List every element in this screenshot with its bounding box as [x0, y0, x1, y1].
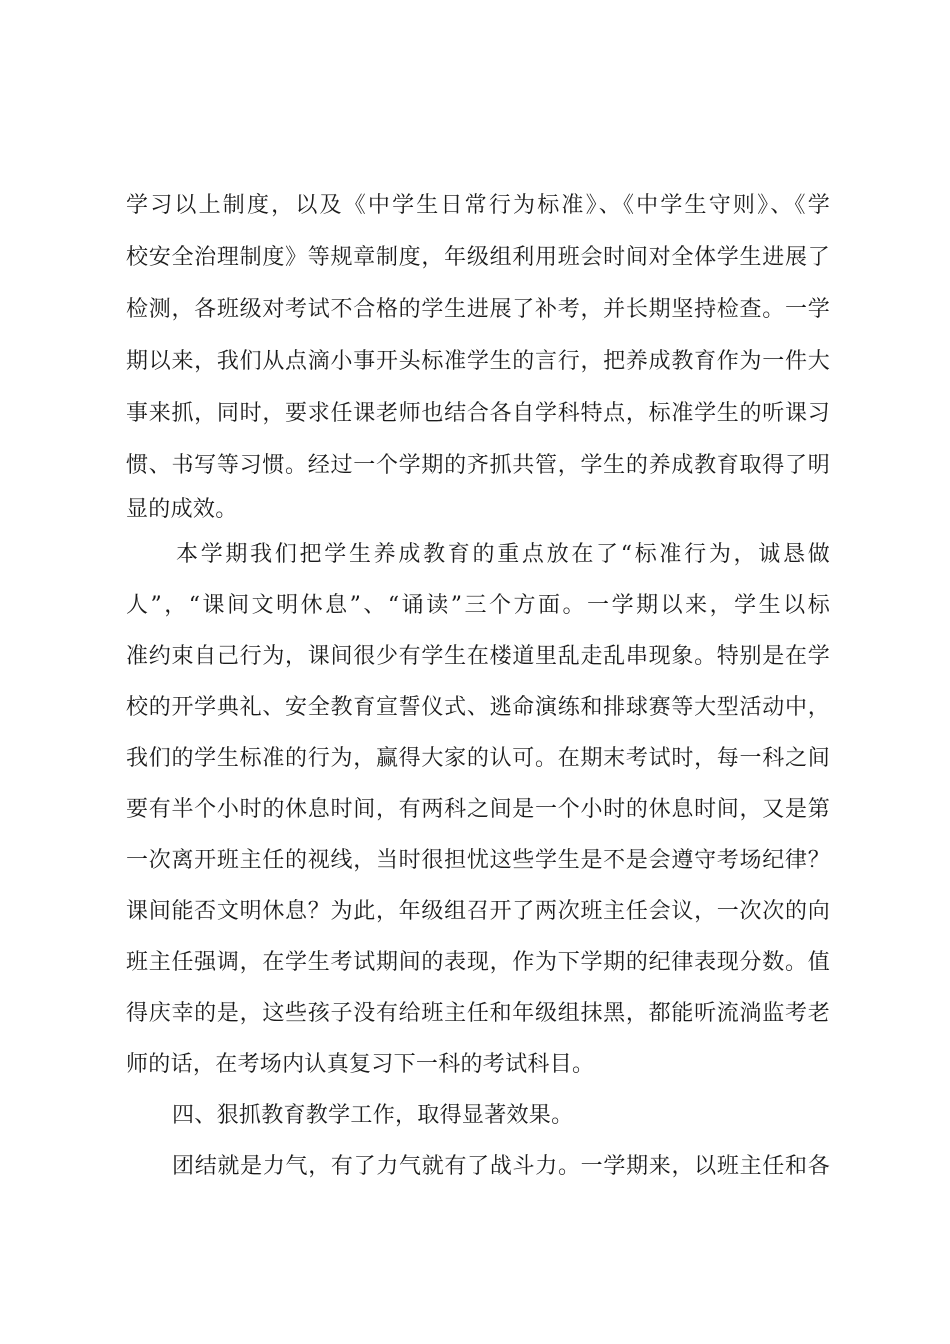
paragraph-2-line-2: 人”，“课间文明休息”、“诵读”三个方面。一学期以来，学生以标 [126, 593, 830, 618]
paragraph-4-line-1: 团结就是力气，有了力气就有了战斗力。一学期来，以班主任和各 [172, 1154, 830, 1179]
paragraph-2-line-8: 课间能否文明休息？为此，年级组召开了两次班主任会议，一次次的向 [126, 899, 830, 924]
paragraph-2-line-3: 准约束自己行为，课间很少有学生在楼道里乱走乱串现象。特别是在学 [126, 644, 830, 669]
paragraph-1-line-6: 惯、书写等习惯。经过一个学期的齐抓共管，学生的养成教育取得了明 [126, 453, 830, 478]
paragraph-1-line-7: 显的成效。 [126, 497, 238, 522]
paragraph-2-line-1: 本学期我们把学生养成教育的重点放在了“标准行为，诚恳做 [176, 542, 830, 567]
paragraph-2-line-5: 我们的学生标准的行为，赢得大家的认可。在期末考试时，每一科之间 [126, 746, 830, 771]
paragraph-1-line-4: 期以来，我们从点滴小事开头标准学生的言行，把养成教育作为一件大 [126, 349, 830, 374]
section-heading: 四、狠抓教育教学工作，取得显著效果。 [172, 1103, 574, 1128]
paragraph-2-line-10: 得庆幸的是，这些孩子没有给班主任和年级组抹黑，都能听流淌监考老 [126, 1001, 830, 1026]
paragraph-2-line-6: 要有半个小时的休息时间，有两科之间是一个小时的休息时间，又是第 [126, 797, 830, 822]
paragraph-2-line-7: 一次离开班主任的视线，当时很担忧这些学生是不是会遵守考场纪律？ [126, 848, 830, 873]
paragraph-2-line-11: 师的话，在考场内认真复习下一科的考试科目。 [126, 1052, 595, 1077]
paragraph-1-line-2: 校安全治理制度》等规章制度，年级组利用班会时间对全体学生进展了 [126, 245, 830, 270]
paragraph-1-line-5: 事来抓，同时，要求任课老师也结合各自学科特点，标准学生的听课习 [126, 401, 830, 426]
paragraph-2-line-9: 班主任强调，在学生考试期间的表现，作为下学期的纪律表现分数。值 [126, 950, 830, 975]
paragraph-2-line-4: 校的开学典礼、安全教育宣誓仪式、逃命演练和排球赛等大型活动中， [126, 695, 830, 720]
paragraph-1-line-3: 检测，各班级对考试不合格的学生进展了补考，并长期坚持检查。一学 [126, 297, 830, 322]
paragraph-1-line-1: 学习以上制度，以及《中学生日常行为标准》、《中学生守则》、《学 [126, 193, 830, 218]
